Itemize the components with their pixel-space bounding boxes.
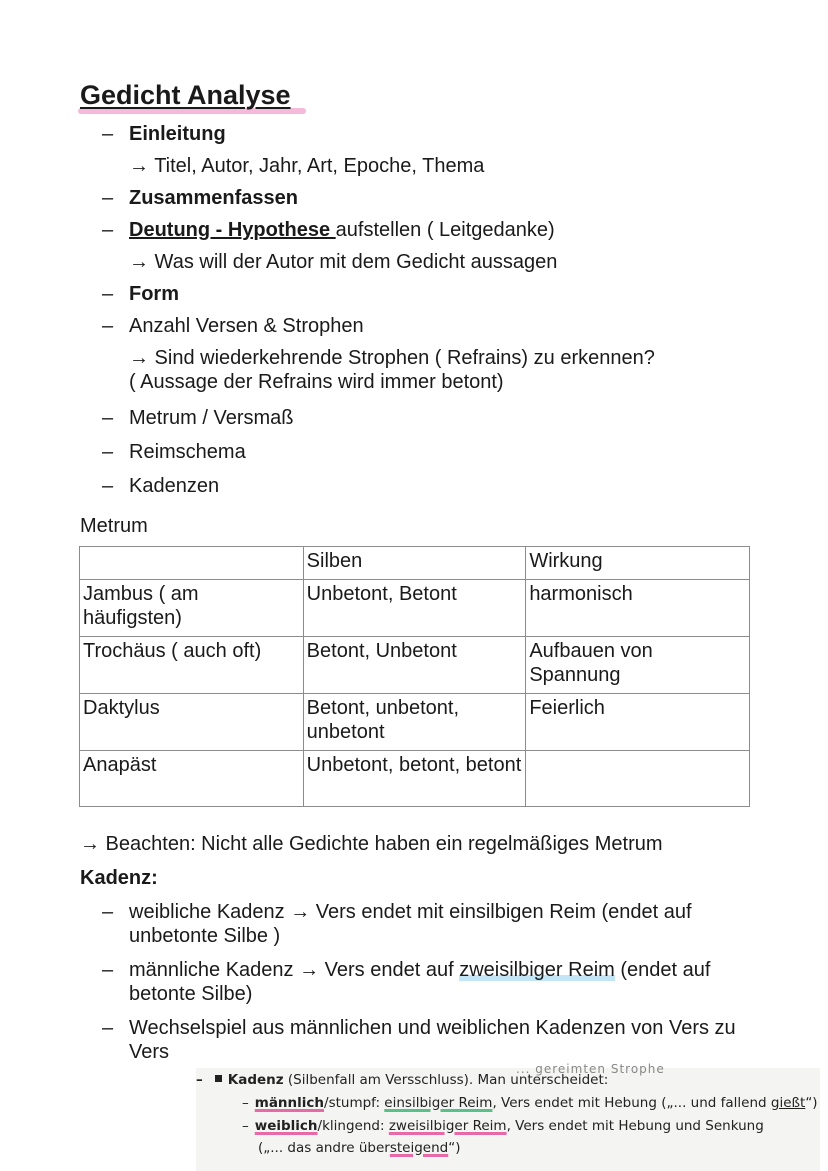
outline-item-reimschema: [102, 440, 802, 464]
table-header-row: [80, 547, 750, 580]
table-cell: Feierlich: [526, 694, 750, 751]
scan-line-3: [242, 1118, 764, 1134]
outline-subitem: [102, 346, 802, 370]
outline-label: Kadenzen: [129, 475, 220, 497]
table-cell: harmonisch: [526, 580, 750, 637]
list-item-text: weibliche Kadenz → Vers endet mit einsilbigen Reim (endet auf unbetonte Silbe ): [129, 901, 692, 947]
metrum-note: → Beachten: Nicht alle Gedichte haben ein regelmäßiges Metrum: [80, 833, 663, 855]
table-cell: Trochäus ( auch oft): [80, 637, 304, 694]
weiblich-term: weiblich: [254, 1118, 318, 1134]
outline-subitem: [102, 370, 802, 394]
outline-label: Reimschema: [129, 441, 246, 463]
metrum-label: Metrum: [80, 515, 148, 537]
highlighted-term: zweisilbiger Reim: [459, 959, 615, 981]
outline-label: → Was will der Autor mit dem Gedicht aussagen: [129, 251, 558, 273]
giesst-term: gießt: [770, 1095, 806, 1111]
table-cell: Daktylus: [80, 694, 304, 751]
list-item: [102, 900, 762, 948]
table-cell: Betont, unbetont, unbetont: [303, 694, 526, 751]
table-row: [80, 637, 750, 694]
dash: –: [102, 219, 114, 241]
outline-item-kadenzen: [102, 474, 802, 498]
cut-off-text: ... gereimten Strophe: [516, 1062, 665, 1076]
page-title: Gedicht Analyse: [80, 80, 291, 110]
outline-label: Metrum / Versmaß: [129, 407, 294, 429]
list-item: [102, 1016, 762, 1064]
steigend-term: steigend: [389, 1140, 449, 1156]
outline-label: ( Aussage der Refrains wird immer betont): [129, 371, 504, 393]
table-header-cell: [80, 547, 304, 580]
outline-label: Zusammenfassen: [129, 187, 298, 209]
maennlich-term: männlich: [254, 1095, 325, 1111]
outline-label: → Titel, Autor, Jahr, Art, Epoche, Thema: [129, 155, 485, 177]
outline-label: [129, 218, 802, 242]
scan-line-1: [196, 1072, 608, 1088]
outline-label: Einleitung: [129, 123, 226, 145]
list-item: [102, 958, 762, 1006]
kadenz-heading: Kadenz:: [80, 867, 158, 889]
table-cell: Unbetont, Betont: [303, 580, 526, 637]
dash: –: [242, 1095, 249, 1111]
text-part: (Silbenfall am Versschluss). Man unterscheidet:: [283, 1072, 609, 1088]
metrum-table: [79, 546, 750, 807]
dash: –: [102, 315, 114, 337]
scanned-textbook-excerpt: [196, 1062, 820, 1171]
text-part: /klingend:: [317, 1118, 389, 1134]
table-cell: Jambus ( am häufigsten): [80, 580, 304, 637]
table-row: [80, 580, 750, 637]
text-part: , Vers endet mit Hebung und Senkung: [506, 1118, 764, 1134]
dash: –: [102, 123, 114, 145]
dash: –: [242, 1118, 249, 1134]
text-part: “): [448, 1140, 461, 1156]
dash: –: [102, 283, 114, 305]
bullet-icon: [215, 1075, 222, 1082]
list-item-text: [129, 958, 762, 1006]
table-cell: Unbetont, betont, betont: [303, 751, 526, 807]
scan-line-4: [258, 1140, 460, 1156]
einsilbig-term: einsilbiger Reim: [384, 1095, 493, 1111]
text-part: („... das andre über: [258, 1140, 390, 1156]
outline-label: Anzahl Versen & Strophen: [129, 315, 364, 337]
text-part: (endet auf betonte Silbe): [129, 959, 711, 1005]
list-item-text: Wechselspiel aus männlichen und weiblichen Kadenzen von Vers zu Vers: [129, 1017, 736, 1063]
outline-item-zusammenfassen: [102, 186, 802, 210]
kadenz-list: [102, 900, 762, 1074]
dash: –: [102, 407, 114, 429]
dash: –: [102, 1017, 114, 1039]
table-cell: [526, 751, 750, 807]
dash: –: [102, 187, 114, 209]
table-header-cell: Silben: [303, 547, 526, 580]
table-header-cell: Wirkung: [526, 547, 750, 580]
outline-label: Form: [129, 283, 179, 305]
table-cell: Anapäst: [80, 751, 304, 807]
kadenz-term: Kadenz: [227, 1072, 284, 1088]
dash: –: [102, 475, 114, 497]
dash: –: [102, 901, 114, 923]
deutung-rest: aufstellen ( Leitgedanke): [335, 219, 555, 241]
text-part: , Vers endet mit Hebung („... und fallend: [492, 1095, 771, 1111]
table-row: [80, 751, 750, 807]
outline-label: → Sind wiederkehrende Strophen ( Refrains) zu erkennen?: [129, 347, 655, 369]
zweisilbig-term: zweisilbiger Reim: [388, 1118, 507, 1134]
text-part: /stumpf:: [324, 1095, 385, 1111]
dash: –: [102, 441, 114, 463]
scan-line-2: [242, 1095, 818, 1111]
table-cell: Betont, Unbetont: [303, 637, 526, 694]
outline-item-anzahl: [102, 314, 802, 338]
table-row: [80, 694, 750, 751]
table-cell: Aufbauen von Spannung: [526, 637, 750, 694]
dash: –: [196, 1072, 203, 1088]
outline-subitem: [102, 154, 802, 178]
deutung-hypothese-term: Deutung - Hypothese: [129, 219, 336, 241]
text-part: männliche Kadenz → Vers endet auf: [129, 959, 460, 981]
outline-subitem: [102, 250, 802, 274]
dash: –: [102, 959, 114, 981]
outline-item-einleitung: [102, 122, 802, 146]
analysis-outline: [102, 120, 802, 497]
outline-item-deutung: [102, 218, 802, 242]
outline-item-metrum: [102, 406, 802, 430]
outline-item-form: [102, 282, 802, 306]
text-part: “): [805, 1095, 818, 1111]
